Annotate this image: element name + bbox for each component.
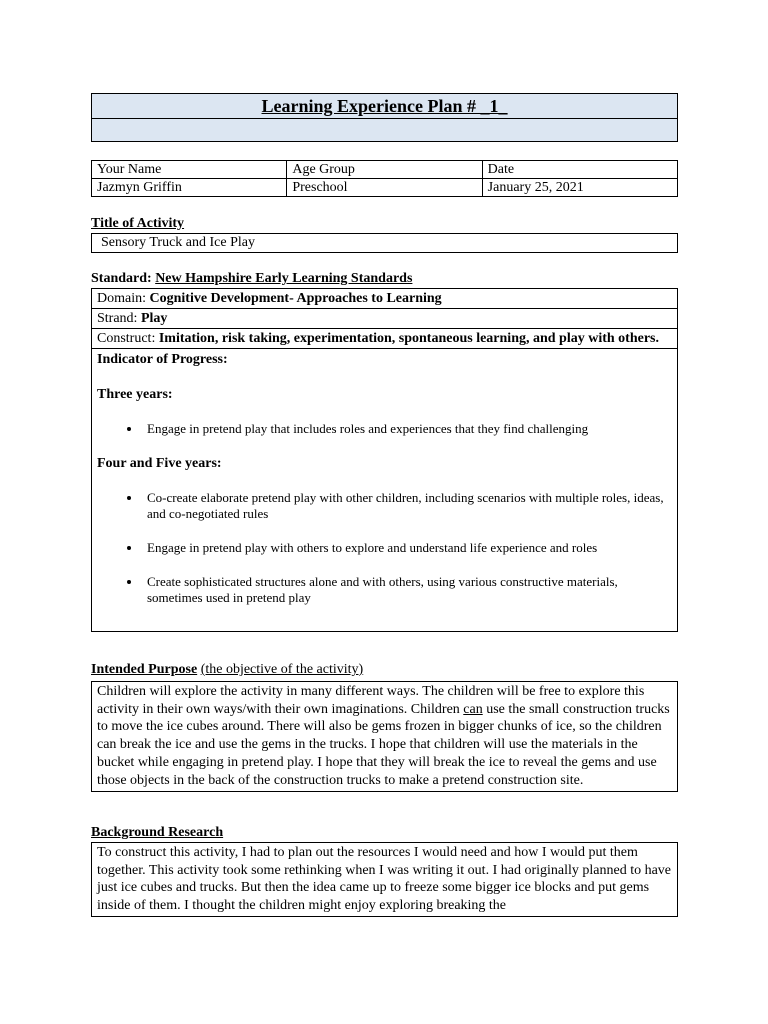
- background-label: Background Research: [91, 825, 224, 840]
- indicator-label: Indicator of Progress:: [97, 352, 228, 367]
- domain-value: Cognitive Development- Approaches to Learning: [149, 291, 442, 306]
- plan-title-prefix: Learning Experience Plan #: [261, 96, 481, 116]
- standard-label: Standard:: [91, 271, 152, 286]
- purpose-text-after: use the small construction trucks to move the ice cubes around. There will also be gems frozen in bigger chunks of ice, so the children can break the ice and use the gems in the trucks. I hope that children will use the materials in the bucket while engaging in pretend play. I hope that they will break the ice to reveal the gems and use those objects in the back of the construction trucks to make a pretend construction site.: [97, 701, 670, 788]
- four-five-years-label: Four and Five years:: [97, 456, 222, 471]
- standard-heading: [91, 271, 412, 287]
- purpose-note: (the objective of the activity): [200, 662, 364, 677]
- date-value: January 25, 2021: [482, 179, 677, 197]
- strand-cell: [92, 309, 678, 329]
- four-five-item: • Co-create elaborate pretend play with other children, including scenarios with multiple roles, ideas, and co-negotiated rules: [142, 490, 672, 522]
- plan-header-table: [91, 93, 678, 142]
- four-five-item: • Create sophisticated structures alone and with others, using various constructive materials, sometimes used in pretend play: [142, 574, 672, 606]
- domain-cell: [92, 289, 678, 309]
- purpose-text: [92, 682, 678, 792]
- purpose-heading: [91, 662, 363, 678]
- activity-title-table: [91, 233, 678, 253]
- construct-value: Imitation, risk taking, experimentation, spontaneous learning, and play with others.: [158, 331, 660, 346]
- purpose-text-underlined: can: [463, 701, 483, 717]
- plan-title: [92, 94, 678, 119]
- background-text: To construct this activity, I had to plan out the resources I would need and how I would put them together. This activity took some rethinking when I was writing it out. I had originally planned to have just ice cubes and trucks. But then the idea came up to freeze some bigger ice blocks and put gems inside of them. I thought the children might enjoy exploring breaking the: [92, 843, 678, 917]
- domain-label: Domain:: [97, 291, 146, 306]
- construct-cell: [92, 329, 678, 349]
- three-years-item: • Engage in pretend play that includes roles and experiences that they find challenging: [142, 421, 672, 437]
- four-five-item: • Engage in pretend play with others to explore and understand life experience and roles: [142, 540, 672, 556]
- background-table: [91, 842, 678, 917]
- activity-title-value: Sensory Truck and Ice Play: [92, 234, 678, 253]
- strand-value: Play: [140, 311, 168, 326]
- three-years-label: Three years:: [97, 387, 173, 402]
- plan-number: _1_: [480, 96, 508, 116]
- construct-label: Construct:: [97, 331, 156, 346]
- date-header: Date: [482, 161, 677, 179]
- strand-label: Strand:: [97, 311, 138, 326]
- name-value: Jazmyn Griffin: [92, 179, 287, 197]
- indicator-cell: [92, 349, 678, 632]
- standard-table: [91, 288, 678, 632]
- standard-value: New Hampshire Early Learning Standards: [155, 271, 413, 286]
- name-header: Your Name: [92, 161, 287, 179]
- three-years-list: [97, 421, 672, 437]
- activity-title-label: Title of Activity: [91, 216, 185, 231]
- four-five-years-list: [97, 490, 672, 606]
- info-table: [91, 160, 678, 197]
- purpose-text-before: Children will explore the activity in many different ways. The children will be free to explore this activity in their own ways/with their own imaginations. Children: [97, 684, 645, 717]
- plan-header-blank-row: [92, 119, 678, 142]
- age-group-value: Preschool: [287, 179, 482, 197]
- age-group-header: Age Group: [287, 161, 482, 179]
- purpose-table: [91, 681, 678, 792]
- purpose-label: Intended Purpose: [91, 662, 198, 677]
